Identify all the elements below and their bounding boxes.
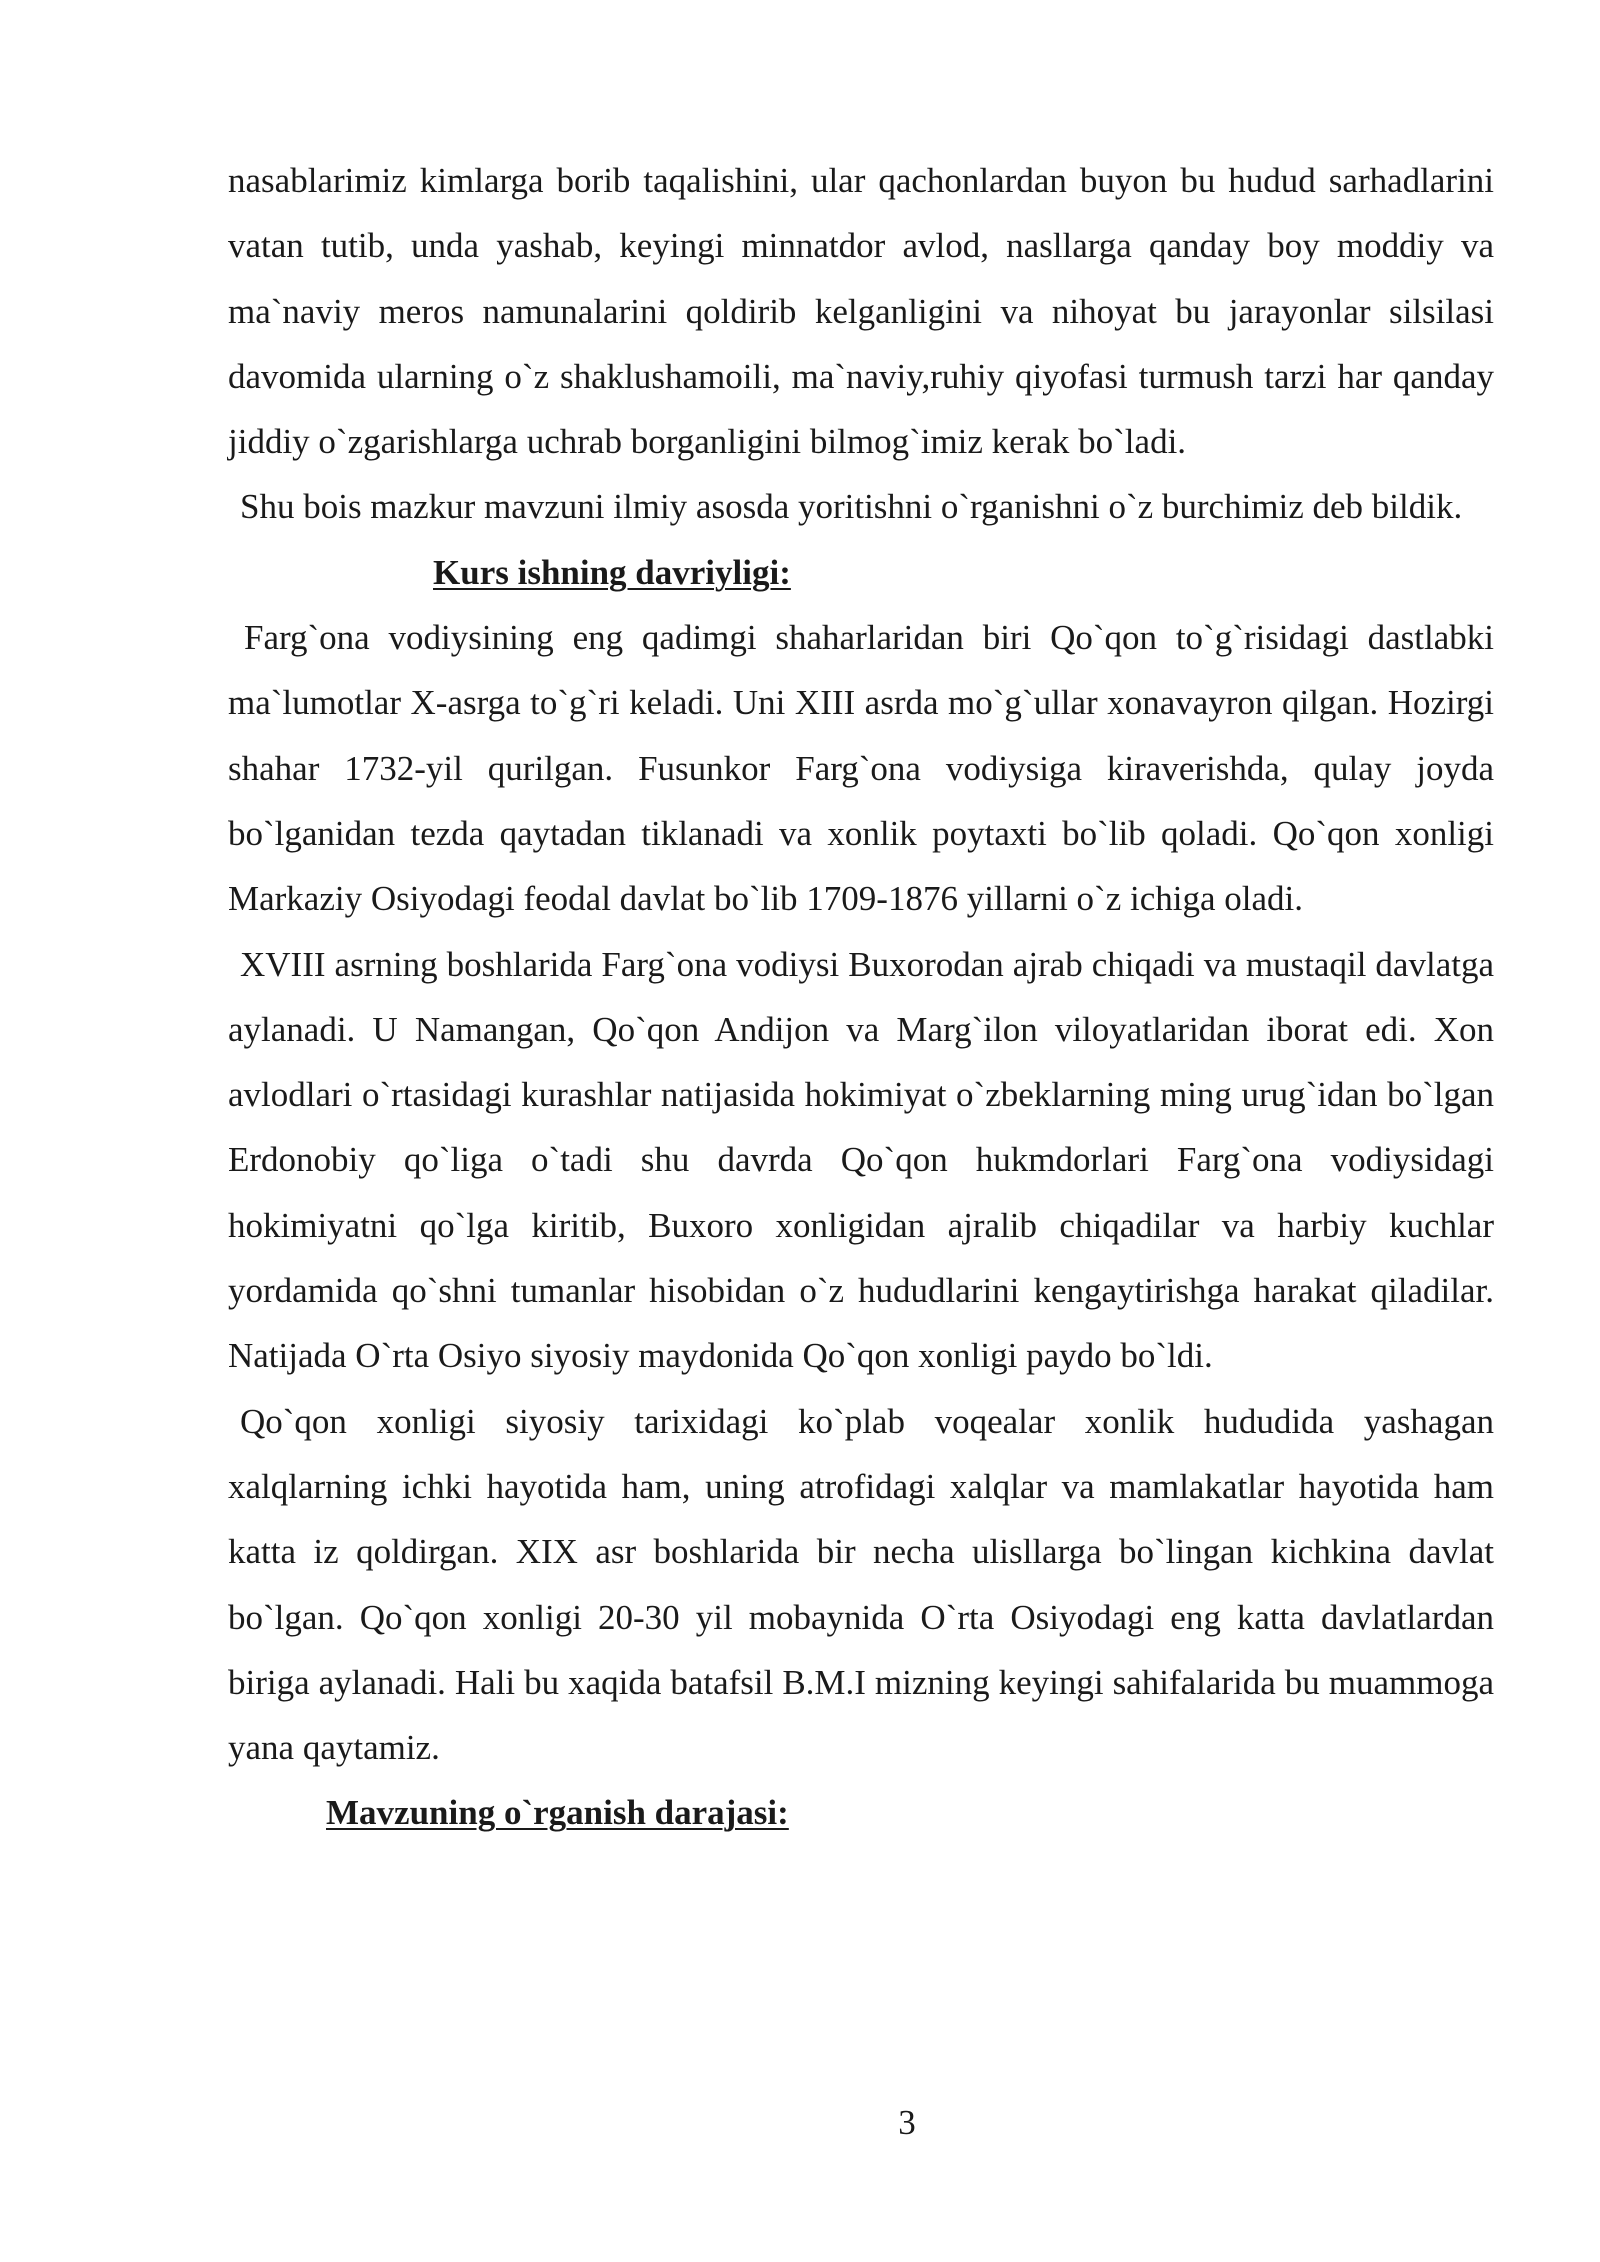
- page-body: [228, 148, 1494, 1846]
- paragraph: Shu bois mazkur mavzuni ilmiy asosda yoritishni o`rganishni o`z burchimiz deb bildik.: [240, 487, 1463, 527]
- section-heading: Kurs ishning davriyligi:: [433, 552, 791, 592]
- paragraph: Qo`qon xonligi siyosiy tarixidagi ko`plab voqealar xonlik hududida yashagan xalqlarning ichki hayotida ham, uning atrofidagi xalqlar va mamlakatlar hayotida ham katta iz qoldirgan. XIX asr boshlarida bir necha ulisllarga bo`lingan kichkina davlat bo`lgan. Qo`qon xonligi 20-30 yil mobaynida O`rta Osiyodagi eng katta davlatlardan biriga aylanadi. Hali bu xaqida batafsil B.M.I mizning keyingi sahifalarida bu muammoga yana qaytamiz.: [228, 1401, 1494, 1768]
- page-number: 3: [898, 2103, 916, 2142]
- section-heading: Mavzuning o`rganish darajasi:: [326, 1793, 789, 1833]
- paragraph: nasablarimiz kimlarga borib taqalishini, ular qachonlardan buyon bu hudud sarhadlarini vatan tutib, unda yashab, keyingi minnatdor avlod, nasllarga qanday boy moddiy va ma`naviy meros namunalarini qoldirib kelganligini va nihoyat bu jarayonlar silsilasi davomida ularning o`z shaklushamoili, ma`naviy,ruhiy qiyofasi turmush tarzi har qanday jiddiy o`zgarishlarga uchrab borganligini bilmog`imiz kerak bo`ladi.: [228, 161, 1494, 462]
- paragraph: Farg`ona vodiysining eng qadimgi shaharlaridan biri Qo`qon to`g`risidagi dastlabki ma`lumotlar X-asrga to`g`ri keladi. Uni XIII asrda mo`g`ullar xonavayron qilgan. Hozirgi shahar 1732-yil qurilgan. Fusunkor Farg`ona vodiysiga kiraverishda, qulay joyda bo`lganidan tezda qaytadan tiklanadi va xonlik poytaxti bo`lib qoladi. Qo`qon xonligi Markaziy Osiyodagi feodal davlat bo`lib 1709-1876 yillarni o`z ichiga oladi.: [228, 618, 1494, 919]
- paragraph: XVIII asrning boshlarida Farg`ona vodiysi Buxorodan ajrab chiqadi va mustaqil davlatga aylanadi. U Namangan, Qo`qon Andijon va Marg`ilon viloyatlaridan iborat edi. Xon avlodlari o`rtasidagi kurashlar natijasida hokimiyat o`zbeklarning ming urug`idan bo`lgan Erdonobiy qo`liga o`tadi shu davrda Qo`qon hukmdorlari Farg`ona vodiysidagi hokimiyatni qo`lga kiritib, Buxoro xonligidan ajralib chiqadilar va harbiy kuchlar yordamida qo`shni tumanlar hisobidan o`z hududlarini kengaytirishga harakat qiladilar. Natijada O`rta Osiyo siyosiy maydonida Qo`qon xonligi paydo bo`ldi.: [228, 944, 1494, 1376]
